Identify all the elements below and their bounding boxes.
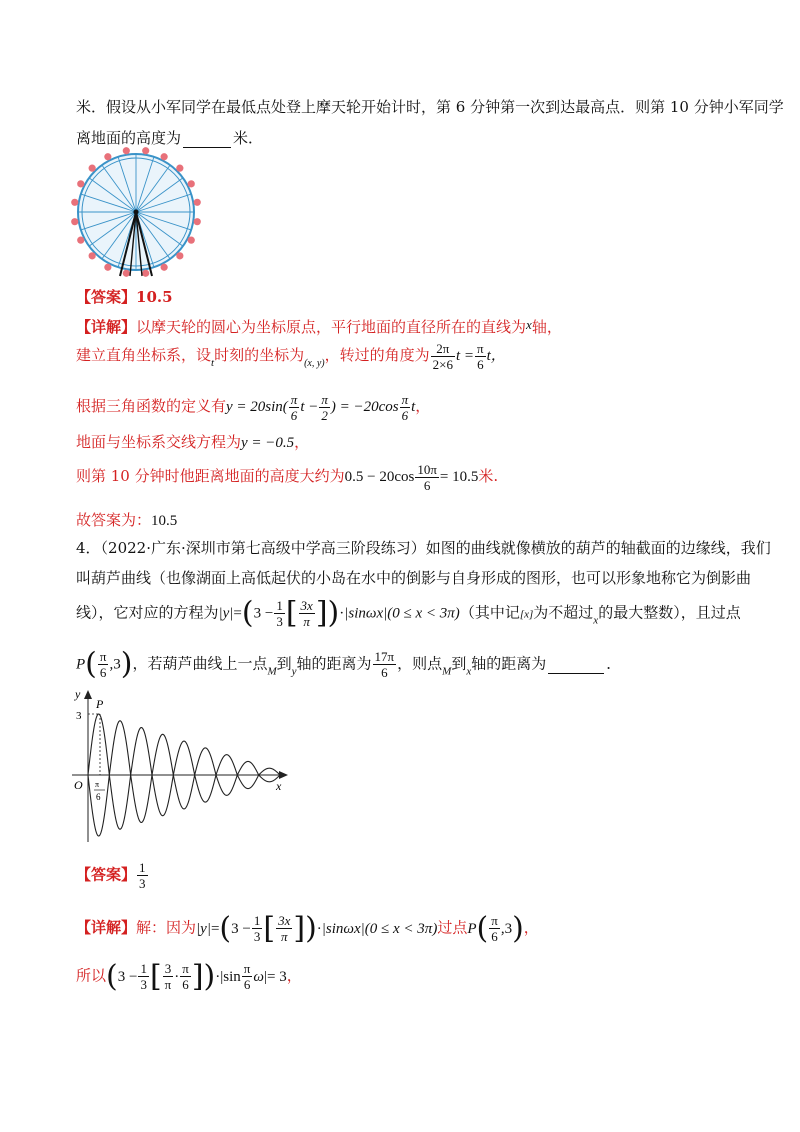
text-segment: 为不超过 bbox=[533, 603, 594, 622]
q3-detail-line5 bbox=[76, 462, 498, 493]
q4-answer bbox=[76, 860, 149, 891]
bracket-open: [ bbox=[149, 958, 162, 994]
wheel-cabin bbox=[77, 180, 84, 187]
frac-den: 6 bbox=[182, 977, 189, 992]
final-value: 10.5 bbox=[151, 513, 178, 529]
q3-detail-line2 bbox=[76, 341, 506, 372]
frac-den: 3 bbox=[139, 876, 146, 891]
text-segment: 则第 10 分钟时他距离地面的高度大约为 bbox=[76, 466, 345, 485]
abs-bar: | bbox=[220, 968, 224, 985]
paren-open: ( bbox=[241, 595, 254, 631]
frac-num: π bbox=[321, 392, 328, 407]
fraction bbox=[299, 598, 315, 629]
frac-num: π bbox=[477, 341, 484, 356]
math-segment: (0 ≤ x < 3π) bbox=[387, 605, 460, 622]
math-segment: = 10.5 bbox=[439, 468, 479, 485]
math-segment: t − bbox=[300, 398, 319, 415]
wheel-cabin bbox=[161, 153, 168, 160]
math-t: t bbox=[211, 356, 215, 369]
fraction bbox=[415, 462, 439, 493]
y-axis-label: y bbox=[75, 687, 81, 701]
wheel-cabin bbox=[176, 252, 183, 259]
fraction bbox=[431, 341, 455, 372]
text-segment: 地面与坐标系交线方程为 bbox=[76, 433, 242, 451]
frac-num: 1 bbox=[140, 961, 147, 976]
text-segment: ， bbox=[523, 918, 539, 937]
fraction bbox=[319, 392, 330, 423]
text-segment: ． bbox=[606, 654, 622, 673]
abs-bar: | bbox=[263, 968, 267, 985]
frac-den: π bbox=[280, 929, 288, 944]
math-segment: (0 ≤ x < 3π) bbox=[364, 920, 438, 937]
text-segment: 故答案为： bbox=[76, 511, 152, 529]
wheel-cabin bbox=[194, 199, 201, 206]
wheel-cabin bbox=[188, 237, 195, 244]
wheel-cabin bbox=[142, 270, 149, 277]
wheel-cabin bbox=[194, 218, 201, 225]
frac-num: 3 bbox=[163, 961, 174, 977]
text-segment: 以摩天轮的圆心为坐标原点，平行地面的直径所在的直线为 bbox=[136, 318, 527, 336]
paren-close: ) bbox=[203, 958, 216, 994]
tick-label-six: 6 bbox=[96, 792, 101, 802]
math-segment: · bbox=[215, 968, 221, 985]
frac-num: π bbox=[290, 392, 298, 407]
math-segment: 3 − bbox=[253, 605, 274, 622]
math-segment: y = −0.5 bbox=[241, 435, 295, 451]
bracket-open: [ bbox=[285, 595, 298, 631]
frac-den: 6 bbox=[243, 977, 251, 992]
q4-text-line1: 4．（2022·广东·深圳市第七高级中学高三阶段练习）如图的曲线就像横放的葫芦的轴截面的边缘线，我们 bbox=[76, 539, 771, 557]
tick-label-pi: π bbox=[95, 780, 100, 789]
math-segment: = 3 bbox=[266, 968, 287, 985]
frac-num: π bbox=[243, 961, 251, 976]
wheel-cabin bbox=[71, 199, 78, 206]
q3-final bbox=[76, 509, 177, 530]
frac-den: 6 bbox=[381, 665, 388, 680]
frac-num: 1 bbox=[139, 860, 146, 875]
fraction bbox=[400, 392, 411, 423]
math-segment: [x] bbox=[519, 608, 534, 621]
text-segment: 解：因为 bbox=[136, 918, 197, 937]
answer-label: 【答案】 bbox=[76, 865, 137, 884]
x-axis-label: x bbox=[276, 779, 282, 793]
text-segment: 建立直角坐标系，设 bbox=[76, 345, 212, 364]
math-segment: x bbox=[593, 614, 599, 627]
math-segment: P bbox=[467, 920, 477, 937]
x-axis-arrow bbox=[279, 771, 288, 779]
text-segment: 线），它对应的方程为 bbox=[76, 603, 219, 622]
math-segment: ω bbox=[253, 968, 264, 985]
problem-text-line1: 米．假设从小军同学在最低点处登上摩天轮开始计时，第 6 分钟第一次到达最高点．则第 10 分钟小军同学 bbox=[76, 98, 784, 116]
frac-num: 1 bbox=[276, 598, 283, 613]
q4-text-line3 bbox=[76, 595, 741, 631]
frac-den: 3 bbox=[253, 929, 261, 944]
q4-detail-line1 bbox=[76, 910, 539, 946]
frac-den: 3 bbox=[140, 977, 147, 992]
answer-value: 10.5 bbox=[136, 288, 173, 306]
gourd-curve-lower bbox=[88, 775, 280, 836]
frac-num: π bbox=[99, 649, 107, 664]
wheel-cabin bbox=[188, 180, 195, 187]
wheel-cabin bbox=[161, 264, 168, 271]
frac-den: 6 bbox=[477, 357, 484, 372]
wheel-cabin bbox=[123, 147, 130, 154]
fraction bbox=[98, 649, 109, 680]
math-segment: |y| bbox=[196, 920, 211, 937]
frac-den: π bbox=[303, 614, 310, 629]
q3-detail-line3 bbox=[76, 392, 430, 423]
frac-den: π bbox=[164, 977, 172, 992]
frac-den: 6 bbox=[401, 408, 409, 423]
fraction bbox=[180, 961, 191, 992]
fraction bbox=[276, 913, 292, 944]
wheel-cabin bbox=[71, 218, 78, 225]
wheel-cabin bbox=[176, 165, 183, 172]
paren-close: ) bbox=[305, 910, 317, 946]
fraction bbox=[163, 961, 174, 992]
math-segment: t， bbox=[486, 347, 506, 364]
math-segment: P bbox=[76, 656, 86, 673]
bracket-close: ] bbox=[315, 595, 328, 631]
math-segment: sin bbox=[223, 968, 241, 985]
math-segment: · bbox=[339, 605, 345, 622]
fraction bbox=[138, 961, 149, 992]
math-segment: y = 20sin( bbox=[226, 398, 288, 415]
wheel-cabin bbox=[104, 264, 111, 271]
frac-den: 3 bbox=[276, 614, 283, 629]
frac-den: 6 bbox=[99, 665, 107, 680]
paren-close: ) bbox=[327, 595, 340, 631]
text-segment: 所以 bbox=[76, 966, 107, 985]
gourd-curve-graph bbox=[66, 684, 298, 844]
math-segment: 3 − bbox=[117, 968, 138, 985]
bracket-close: ] bbox=[293, 910, 306, 946]
tick-label-3: 3 bbox=[76, 710, 82, 722]
wheel-cabin bbox=[89, 165, 96, 172]
bracket-open: [ bbox=[263, 910, 276, 946]
frac-den: 6 bbox=[423, 478, 431, 493]
y-axis-arrow bbox=[84, 690, 92, 699]
frac-num: 3x bbox=[300, 598, 313, 613]
math-segment: ) = −20cos bbox=[330, 398, 399, 415]
text-segment: 到 bbox=[451, 654, 467, 673]
bracket-close: ] bbox=[191, 958, 204, 994]
fraction bbox=[252, 913, 263, 944]
text-segment: ，若葫芦曲线上一点 bbox=[132, 654, 268, 673]
paren-open: ( bbox=[219, 910, 232, 946]
answer-fraction bbox=[137, 860, 148, 891]
wheel-hub bbox=[134, 210, 139, 215]
frac-num: 3x bbox=[278, 913, 291, 928]
point-label: P bbox=[96, 697, 104, 711]
frac-num: 10π bbox=[417, 462, 437, 477]
math-segment: 0.5 − 20cos bbox=[344, 468, 415, 485]
text-segment: ，转过的角度为 bbox=[324, 345, 430, 364]
fraction bbox=[274, 598, 285, 629]
fraction bbox=[289, 392, 300, 423]
math-segment: = bbox=[233, 605, 242, 622]
q4-text-line4 bbox=[76, 646, 622, 682]
detail-label: 【详解】 bbox=[76, 918, 137, 937]
frac-num: π bbox=[182, 961, 189, 976]
math-segment: x bbox=[466, 665, 472, 678]
paren-open: ( bbox=[85, 646, 97, 682]
origin-label: O bbox=[74, 778, 83, 792]
paren-close: ) bbox=[120, 646, 133, 682]
math-segment: |sinωx| bbox=[344, 605, 388, 622]
wheel-cabin bbox=[77, 237, 84, 244]
math-segment: · bbox=[174, 968, 180, 985]
math-segment: |sinωx| bbox=[321, 920, 365, 937]
fraction bbox=[475, 341, 486, 372]
text-segment: 时刻的坐标为 bbox=[214, 345, 305, 364]
math-x: x bbox=[526, 317, 532, 332]
text-segment: 过点 bbox=[437, 918, 468, 937]
math-segment: · bbox=[316, 920, 322, 937]
math-segment: M bbox=[267, 665, 277, 678]
text-segment: 到 bbox=[276, 654, 292, 673]
fraction bbox=[373, 649, 397, 680]
ferris-wheel-figure bbox=[64, 142, 208, 278]
frac-num: 17π bbox=[374, 649, 395, 664]
fraction bbox=[242, 961, 253, 992]
wheel-cabin bbox=[104, 153, 111, 160]
q3-detail-line1 bbox=[76, 316, 562, 337]
frac-den: 6 bbox=[290, 408, 298, 423]
wheel-cabin bbox=[89, 252, 96, 259]
text-segment: 根据三角函数的定义有 bbox=[76, 396, 227, 415]
detail-label: 【详解】 bbox=[76, 318, 137, 336]
math-segment: ,3 bbox=[109, 656, 121, 673]
q4-detail-line2 bbox=[76, 958, 302, 994]
wheel-cabin bbox=[142, 147, 149, 154]
text-segment: 轴的距离为 bbox=[471, 654, 547, 673]
wheel-cabin bbox=[123, 270, 130, 277]
text-segment: 米． bbox=[233, 129, 264, 147]
text-segment: 轴， bbox=[531, 318, 562, 336]
q4-text-line2: 叫葫芦曲线（也像湖面上高低起伏的小岛在水中的倒影与自身形成的图形，也可以形象地称它为倒影曲 bbox=[76, 569, 752, 587]
text-segment: ，则点 bbox=[397, 654, 443, 673]
text-segment: （其中记 bbox=[459, 603, 520, 622]
frac-num: π bbox=[401, 392, 409, 407]
text-segment: 的最大整数），且过点 bbox=[598, 603, 741, 622]
text-segment: 离地面的高度为 bbox=[76, 129, 182, 147]
math-coordinate: (x, y) bbox=[304, 357, 325, 369]
frac-num: 1 bbox=[253, 913, 261, 928]
frac-den: 6 bbox=[491, 929, 498, 944]
frac-num: π bbox=[491, 913, 498, 928]
answer-label: 【答案】 bbox=[76, 288, 137, 306]
math-segment: |y| bbox=[218, 605, 234, 622]
math-segment: ,3 bbox=[500, 920, 513, 937]
text-segment: 轴的距离为 bbox=[296, 654, 372, 673]
frac-num: 2π bbox=[431, 341, 455, 357]
math-segment: = bbox=[210, 920, 220, 937]
paren-close: ) bbox=[512, 910, 524, 946]
text-segment: ， bbox=[286, 966, 302, 985]
math-segment: 3 − bbox=[231, 920, 251, 937]
frac-den: 2 bbox=[321, 408, 328, 423]
frac-den: 2×6 bbox=[432, 357, 453, 372]
answer-blank bbox=[548, 655, 604, 674]
gourd-curve-upper bbox=[88, 714, 280, 775]
q3-detail-line4 bbox=[76, 431, 309, 452]
q3-answer bbox=[76, 286, 173, 307]
math-segment: t = bbox=[456, 347, 475, 364]
text-segment: ， bbox=[294, 433, 310, 451]
math-segment: t bbox=[411, 398, 416, 415]
text-segment: 米. bbox=[478, 466, 499, 485]
math-segment: y bbox=[291, 665, 297, 678]
math-segment: M bbox=[442, 665, 452, 678]
text-segment: ， bbox=[415, 396, 431, 415]
paren-open: ( bbox=[476, 910, 489, 946]
fraction bbox=[489, 913, 500, 944]
paren-open: ( bbox=[106, 958, 118, 994]
